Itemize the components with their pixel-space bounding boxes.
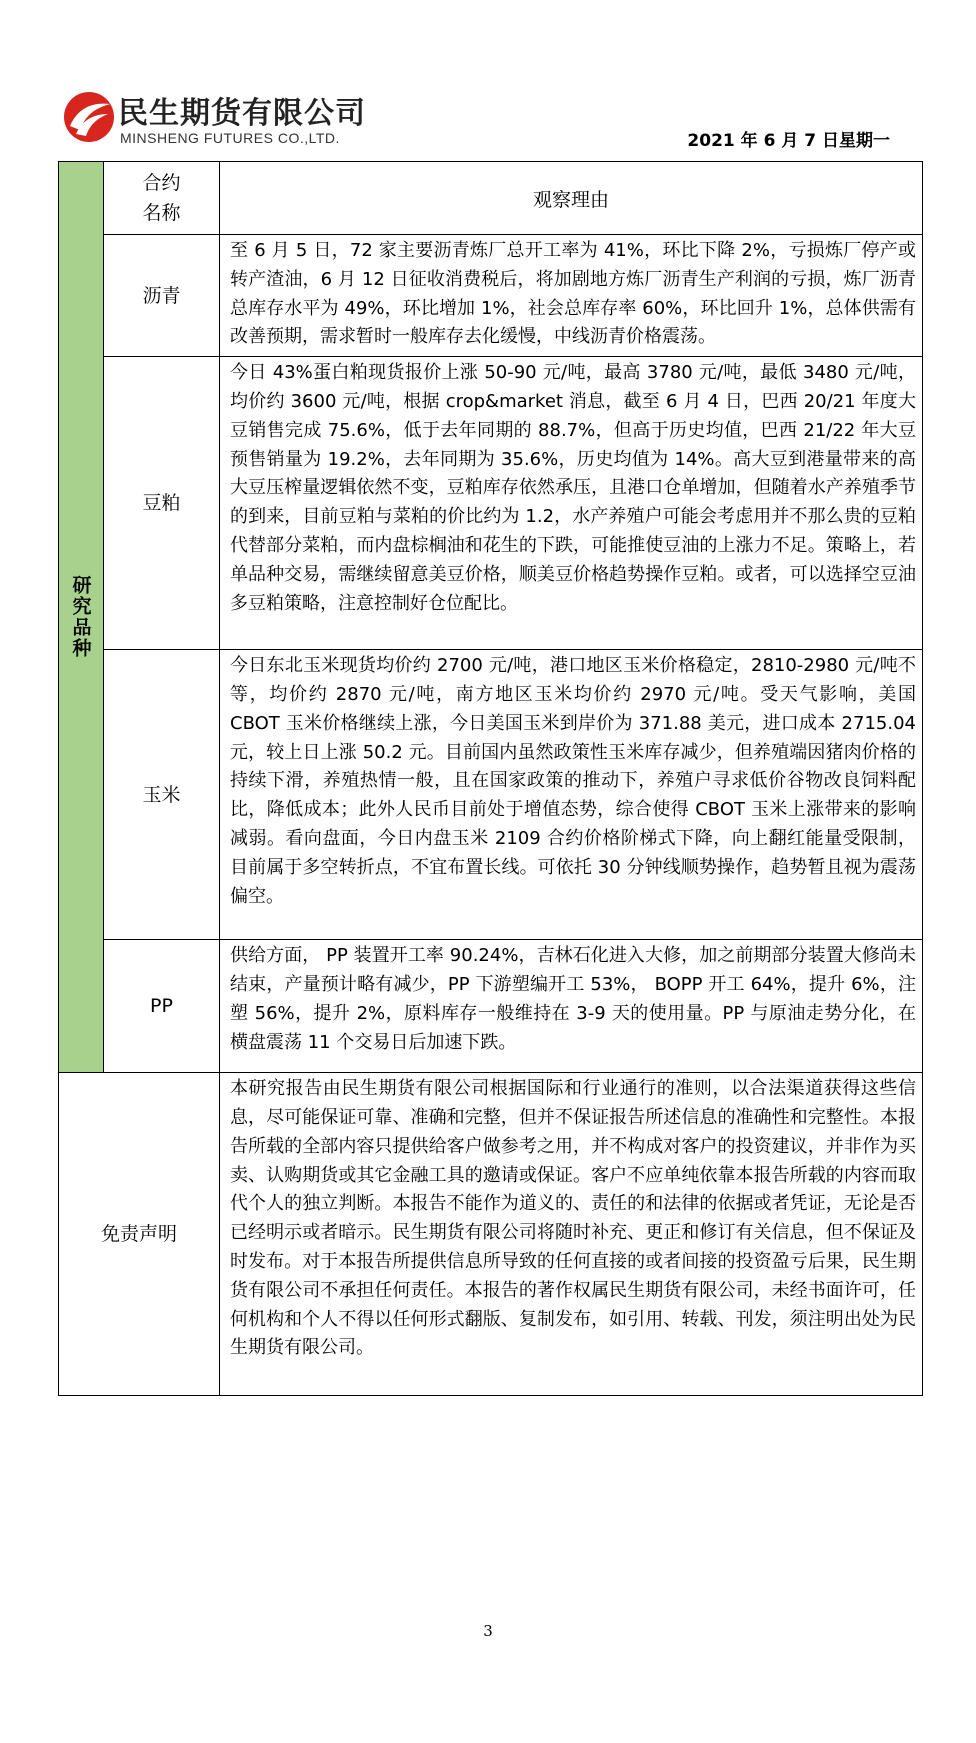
minsheng-logo-icon — [62, 90, 116, 144]
disclaimer-text: 本研究报告由民生期货有限公司根据国际和行业通行的准则，以合法渠道获得这些信息，尽可能保证可靠、准确和完整，但并不保证报告所述信息的准确性和完整性。本报告所载的全部内容只提供给客户做参考之用，并不构成对客户的投资建议，并非作为买卖、认购期货或其它金融工具的邀请或保证。客户不应单纯依靠本报告所载的内容而取代个人的独立判断。本报告不能作为道义的、责任的和法律的依据或者凭证，无论是否已经明示或者暗示。民生期货有限公司将随时补充、更正和修订有关信息，但不保证及时发布。对于本报告所提供信息所导致的任何直接的或者间接的投资盈亏后果，民生期货有限公司不承担任何责任。本报告的著作权属民生期货有限公司，未经书面许可，任何机构和个人不得以任何形式翻版、复制发布，如引用、转载、刊发，须注明出处为民生期货有限公司。 — [220, 1073, 923, 1396]
table-row — [59, 357, 923, 650]
table-row — [59, 235, 923, 357]
row-text-asphalt: 至 6 月 5 日，72 家主要沥青炼厂总开工率为 41%，环比下降 2%，亏损炼厂停产或转产渣油，6 月 12 日征收消费税后，将加剧地方炼厂沥青生产利润的亏损，炼厂沥青总库存水平为 49%，环比增加 1%，社会总库存率 60%，环比回升 1%，总体供需有改善预期，需求暂时一般库存去化缓慢，中线沥青价格震荡。 — [220, 235, 923, 357]
disclaimer-row — [59, 1073, 923, 1396]
row-name-asphalt: 沥青 — [104, 235, 220, 357]
row-name-soymeal: 豆粕 — [104, 357, 220, 650]
table-row — [59, 650, 923, 940]
table-row — [59, 940, 923, 1073]
company-name-cn: 民生期货有限公司 — [118, 96, 366, 131]
category-cell — [59, 162, 104, 1073]
row-text-corn: 今日东北玉米现货均价约 2700 元/吨，港口地区玉米价格稳定，2810-2980 元/吨不等，均价约 2870 元/吨，南方地区玉米均价约 2970 元/吨。受天气影响，美国 CBOT 玉米价格继续上涨，今日美国玉米到岸价为 371.88 美元，进口成本 2715.04 元，较上日上涨 50.2 元。目前国内虽然政策性玉米库存减少，但养殖端因猪肉价格的持续下滑，养殖热情一般，且在国家政策的推动下，养殖户寻求低价谷物改良饲料配比，降低成本；此外人民币目前处于增值态势，综合使得 CBOT 玉米上涨带来的影响减弱。看向盘面，今日内盘玉米 2109 合约价格阶梯式下降，向上翻红能量受限制，目前属于多空转折点，不宜布置长线。可依托 30 分钟线顺势操作，趋势暂且视为震荡偏空。 — [220, 650, 923, 940]
page-number: 3 — [483, 1622, 493, 1640]
row-name-pp: PP — [104, 940, 220, 1073]
page-header — [62, 86, 924, 156]
report-date: 2021 年 6 月 7 日星期一 — [687, 131, 890, 151]
col-header-reason: 观察理由 — [220, 162, 923, 235]
col-header-name — [104, 162, 220, 235]
disclaimer-label: 免责声明 — [59, 1073, 220, 1396]
col-header-name-text: 合约名称 — [142, 172, 181, 224]
research-table — [58, 161, 923, 1396]
row-text-soymeal: 今日 43%蛋白粕现货报价上涨 50-90 元/吨，最高 3780 元/吨，最低 3480 元/吨，均价约 3600 元/吨，根据 crop&market 消息，截至 6 月 4 日，巴西 20/21 年度大豆销售完成 75.6%，低于去年同期的 88.7%，但高于历史均值，巴西 21/22 年大豆预售销量为 19.2%，去年同期为 35.6%，历史均值为 14%。高大豆到港量带来的高大豆压榨量逻辑依然不变，豆粕库存依然承压，且港口仓单增加，但随着水产养殖季节的到来，目前豆粕与菜粕的价比约为 1.2，水产养殖户可能会考虑用并不那么贵的豆粕代替部分菜粕，而内盘棕榈油和花生的下跌，可能推使豆油的上涨力不足。策略上，若单品种交易，需继续留意美豆价格，顺美豆价格趋势操作豆粕。或者，可以选择空豆油多豆粕策略，注意控制好仓位配比。 — [220, 357, 923, 650]
row-text-pp: 供给方面， PP 装置开工率 90.24%，吉林石化进入大修，加之前期部分装置大修尚未结束，产量预计略有减少，PP 下游塑编开工 53%， BOPP 开工 64%，提升 6%，注塑 56%，提升 2%，原料库存一般维持在 3-9 天的使用量。PP 与原油走势分化，在横盘震荡 11 个交易日后加速下跌。 — [220, 940, 923, 1073]
category-label: 研究品种 — [69, 575, 92, 660]
company-name-en: MINSHENG FUTURES CO.,LTD. — [120, 130, 340, 146]
table-header-row — [59, 162, 923, 235]
row-name-corn: 玉米 — [104, 650, 220, 940]
